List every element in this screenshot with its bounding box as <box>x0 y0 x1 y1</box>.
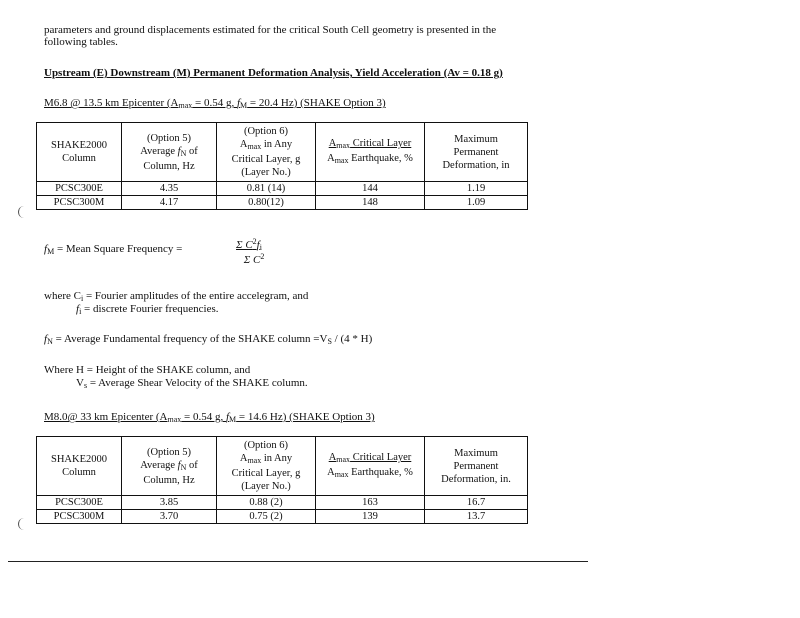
table1-header-col2 <box>217 123 316 182</box>
t2r1c2: 0.75 (2) <box>217 510 316 524</box>
t1r0c4: 1.19 <box>425 182 528 196</box>
t2h1-l2: Average $f_N$ of <box>140 459 198 472</box>
table2 <box>36 436 528 524</box>
t2r0c4: 16.7 <box>425 496 528 510</box>
t2h1-l1: (Option 5) <box>146 446 192 458</box>
section-heading: Upstream (E) Downstream (M) Permanent Deformation Analysis, Yield Acceleration (Av = 0.18 g) <box>44 67 503 79</box>
t1h3-l2: $A_{max}$ Earthquake, % <box>327 153 413 165</box>
t1h4-l3: Deformation, in <box>442 159 510 171</box>
t2r0c1: 3.85 <box>122 496 217 510</box>
where-ci: where $C_i$ = Fourier amplitudes of the entire accelegram, and <box>44 290 309 303</box>
t1r0c2: 0.81 (14) <box>217 182 316 196</box>
table1-header-col4 <box>425 123 528 182</box>
t1h1-l1: (Option 5) <box>146 132 192 144</box>
t2h2-l3: Critical Layer, g <box>231 468 301 479</box>
t1h1-l2: Average $f_N$ of <box>140 145 198 158</box>
t1r0c3: 144 <box>316 182 425 196</box>
scan-margin-mark <box>18 206 29 218</box>
fm-denominator: Σ $C^2$ <box>243 252 265 266</box>
t1h2-l3: Critical Layer, g <box>231 154 301 165</box>
table-row <box>37 510 528 524</box>
table2-header-col0 <box>37 437 122 496</box>
t1h2-l2: $A_{max}$ in Any <box>239 139 293 151</box>
t2h2-l1: (Option 6) <box>243 440 289 451</box>
t1h0-l1: SHAKE2000 <box>50 140 107 151</box>
fm-fraction <box>224 237 274 266</box>
t1r1c1: 4.17 <box>122 196 217 210</box>
t1h4-l2: Permanent <box>453 146 499 158</box>
t2h4-l1: Maximum <box>454 447 498 459</box>
t2r0c3: 163 <box>316 496 425 510</box>
fm-numerator: Σ $C^2f_i$ <box>236 237 262 252</box>
table1-header-row <box>37 123 528 182</box>
t1r1c4: 1.09 <box>425 196 528 210</box>
t2h4-l2: Permanent <box>453 460 499 472</box>
table2-header-row <box>37 437 528 496</box>
t1h3-l1: $A_{max}$ Critical Layer <box>328 138 412 150</box>
intro-line-1: parameters and ground displacements estimated for the critical South Cell geometry is presented in the <box>44 24 497 36</box>
table2-caption: M8.0@ 33 km Epicenter ($A_{max} = 0.54$ g, $f_M = 14.6$ Hz) (SHAKE Option 3) <box>44 411 375 424</box>
t2h0-l1: SHAKE2000 <box>50 454 107 465</box>
t2r1c0: PCSC300M <box>37 510 122 524</box>
t2r1c4: 13.7 <box>425 510 528 524</box>
t2h2-l4: (Layer No.) <box>241 481 291 492</box>
table-row <box>37 182 528 196</box>
vs-definition: $V_s$ = Average Shear Velocity of the SHAKE column. <box>76 377 308 390</box>
where-fi: $f_i$ = discrete Fourier frequencies. <box>76 303 219 316</box>
t1h1-l3: Column, Hz <box>143 160 195 172</box>
table1 <box>36 122 528 210</box>
t2r1c3: 139 <box>316 510 425 524</box>
table1-caption: M6.8 @ 13.5 km Epicenter ($A_{max} = 0.54$ g, $f_M = 20.4$ Hz) (SHAKE Option 3) <box>44 97 386 110</box>
table1-header-col0 <box>37 123 122 182</box>
t1r0c0: PCSC300E <box>37 182 122 196</box>
t2h3-l1: $A_{max}$ Critical Layer <box>328 452 412 464</box>
table-row <box>37 196 528 210</box>
fm-definition: $f_M$ = Mean Square Frequency = <box>44 243 183 256</box>
t2h3-l2: $A_{max}$ Earthquake, % <box>327 467 413 479</box>
table1-header-col1 <box>122 123 217 182</box>
fn-definition: $f_N$ = Average Fundamental frequency of the SHAKE column $=V_S / (4 * H)$ <box>44 333 373 346</box>
t1h0-l2: Column <box>62 153 96 164</box>
intro-line-2: following tables. <box>44 36 118 48</box>
table-row <box>37 496 528 510</box>
table2-header-col2 <box>217 437 316 496</box>
t1r0c1: 4.35 <box>122 182 217 196</box>
table2-header-col1 <box>122 437 217 496</box>
scan-margin-mark-2 <box>18 518 29 530</box>
t2h4-l3: Deformation, in. <box>441 473 511 485</box>
table2-header-col4 <box>425 437 528 496</box>
where-h: Where H = Height of the SHAKE column, and <box>44 364 251 376</box>
page-divider <box>8 561 588 562</box>
table2-header-col3 <box>316 437 425 496</box>
t2h2-l2: $A_{max}$ in Any <box>239 453 293 465</box>
t2h1-l3: Column, Hz <box>143 474 195 486</box>
table1-header-col3 <box>316 123 425 182</box>
t2r0c0: PCSC300E <box>37 496 122 510</box>
t1h2-l4: (Layer No.) <box>241 167 291 178</box>
t2h0-l2: Column <box>62 467 96 478</box>
intro-paragraph <box>44 24 564 48</box>
t1h2-l1: (Option 6) <box>243 126 289 137</box>
t2r1c1: 3.70 <box>122 510 217 524</box>
t1r1c2: 0.80(12) <box>217 196 316 210</box>
t1h4-l1: Maximum <box>454 133 498 145</box>
t1r1c3: 148 <box>316 196 425 210</box>
t1r1c0: PCSC300M <box>37 196 122 210</box>
t2r0c2: 0.88 (2) <box>217 496 316 510</box>
